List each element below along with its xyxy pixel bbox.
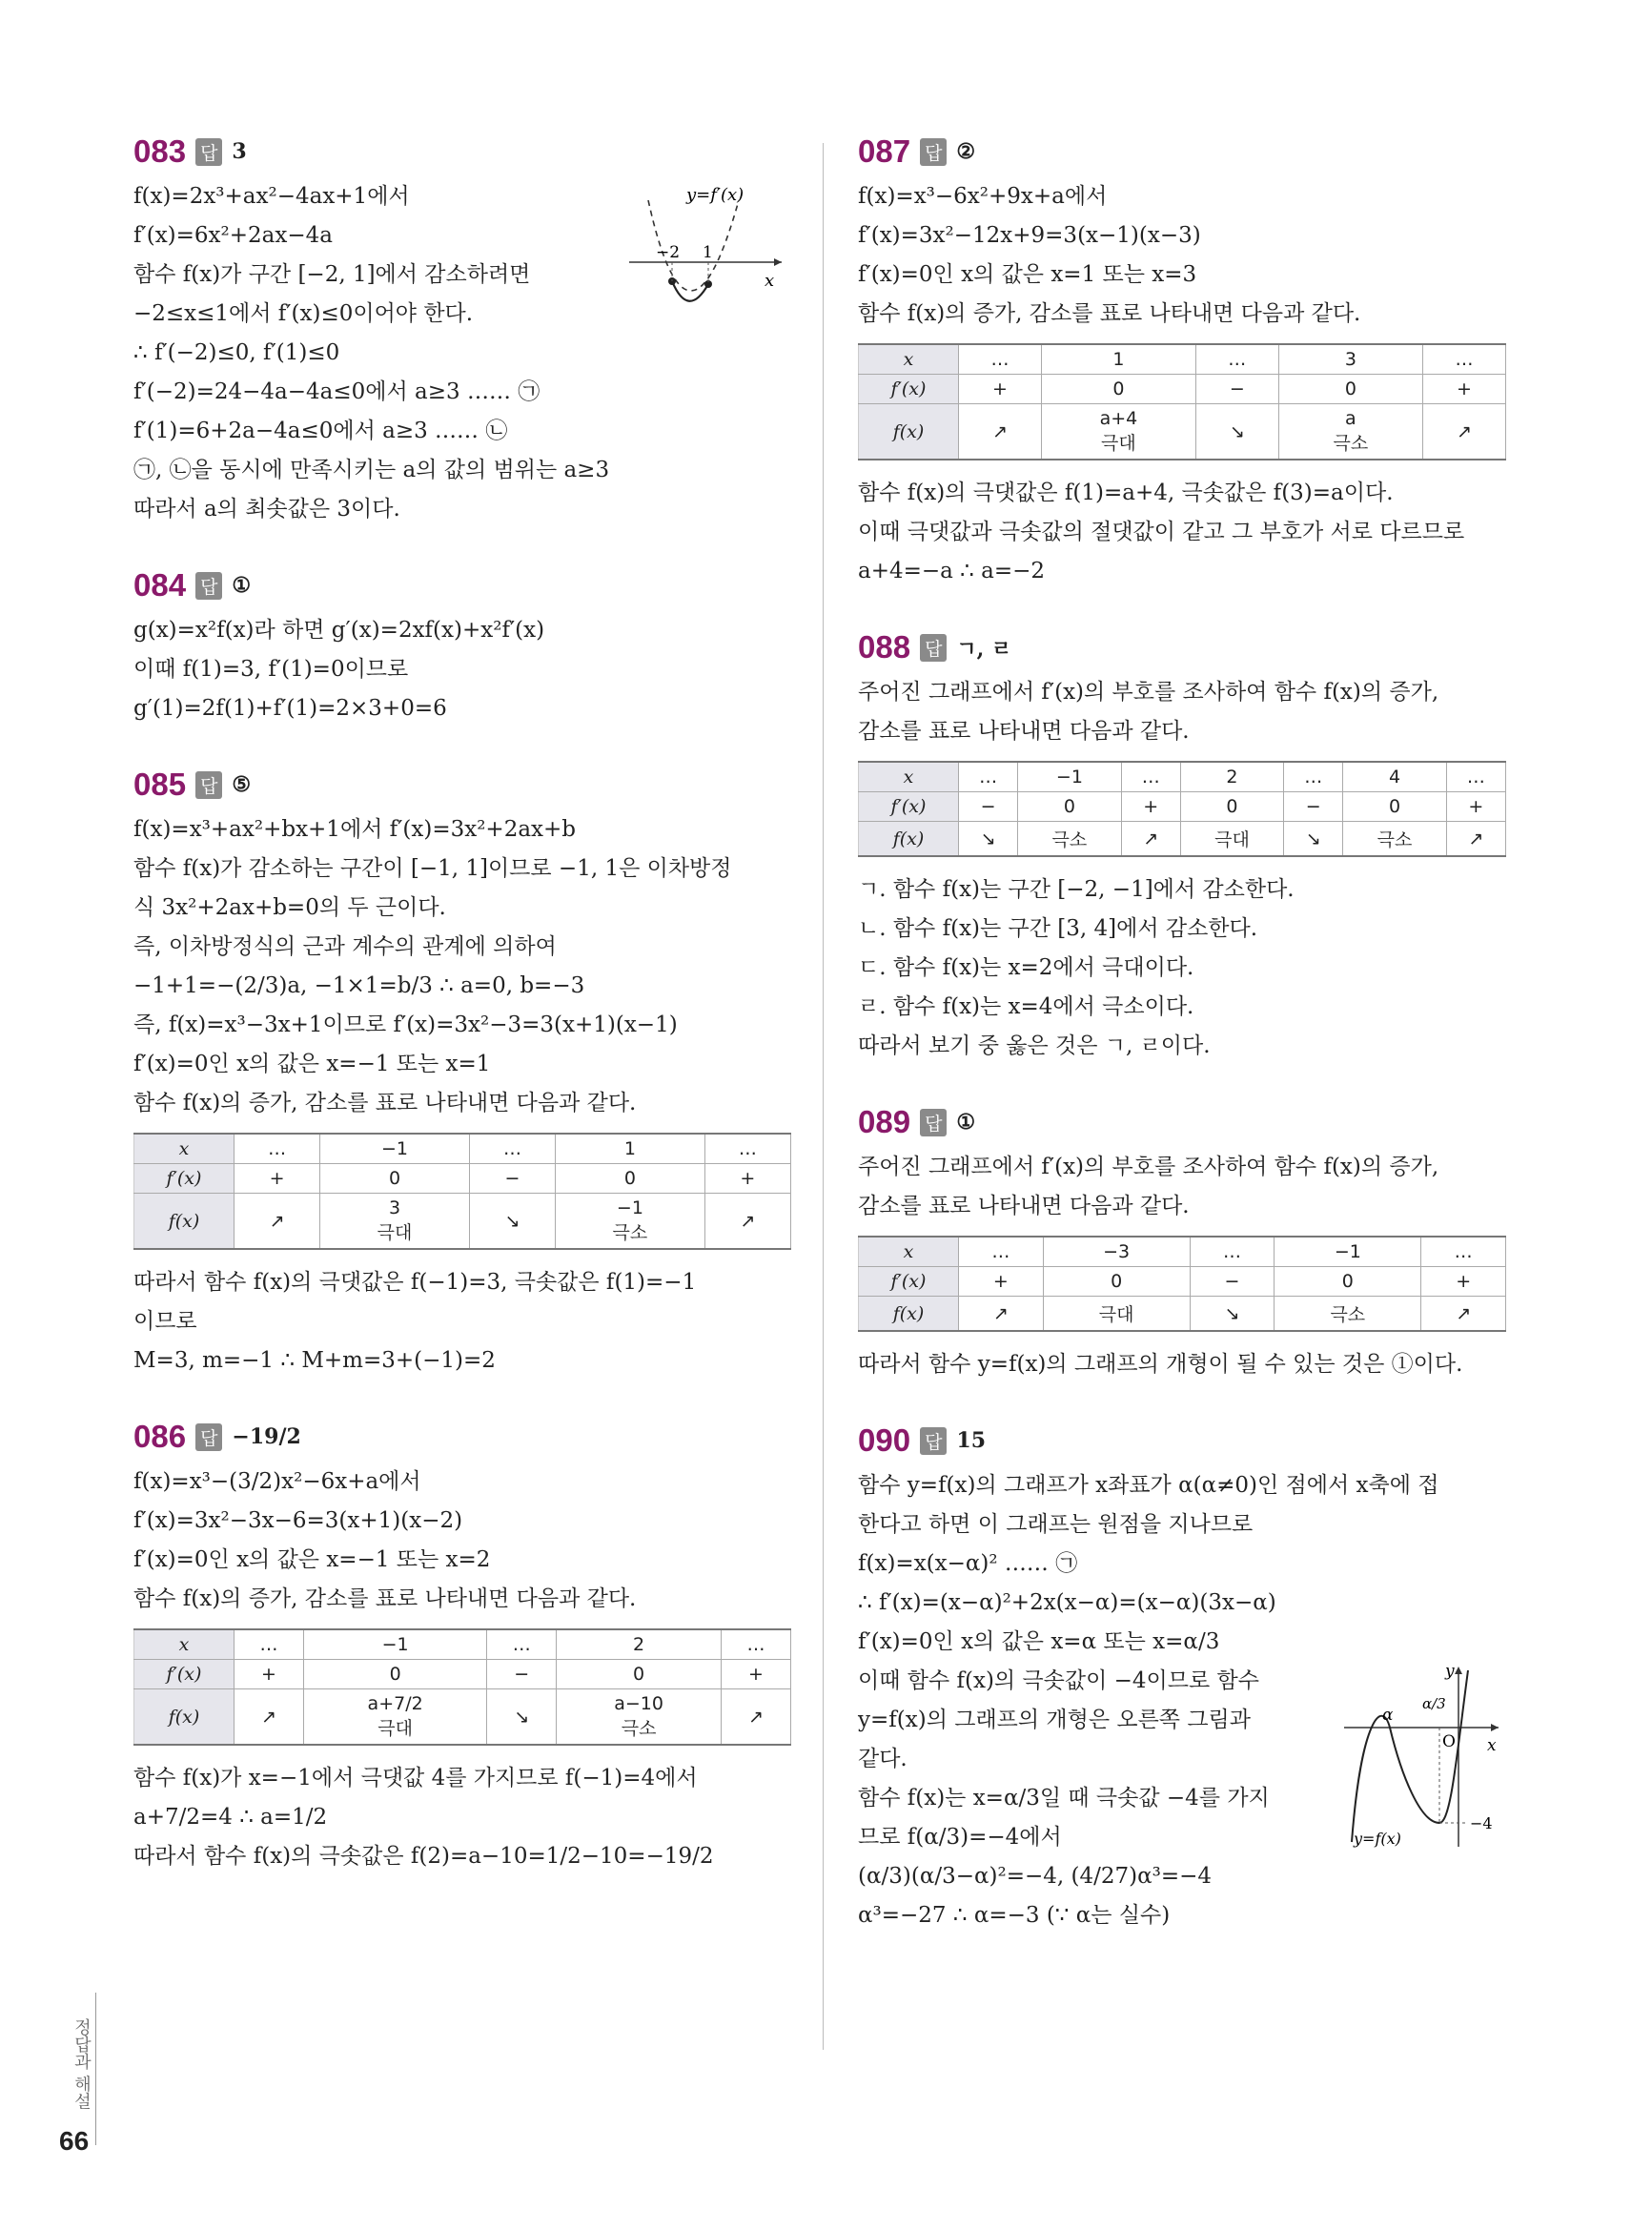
problem-number: 089 <box>858 1104 911 1139</box>
solution-line: f(x)=x³−6x²+9x+a에서 <box>858 184 1108 209</box>
solution-line: ∴ f′(−2)≤0, f′(1)≤0 <box>133 340 340 365</box>
solution-line: ㄹ. 함수 f(x)는 x=4에서 극소이다. <box>858 994 1194 1019</box>
table-row <box>134 1134 791 1164</box>
table-cell-text: 3 <box>388 1197 401 1218</box>
table-cell <box>320 1194 470 1250</box>
solution-line: (α/3)(α/3−α)²=−4, (4/27)α³=−4 <box>858 1864 1213 1889</box>
table-row-header: x <box>134 1629 235 1660</box>
answer-tag: 답 <box>920 1427 947 1455</box>
answer-value: 3 <box>232 139 247 164</box>
solution-line: 함수 f(x)의 증가, 감소를 표로 나타내면 다음과 같다. <box>858 301 1361 326</box>
minus-4-label: −4 <box>1470 1814 1493 1832</box>
table-cell: + <box>235 1660 304 1689</box>
table-cell <box>1278 404 1422 460</box>
solution-line: 같다. <box>858 1747 908 1771</box>
table-cell: … <box>1284 762 1343 792</box>
x-axis-label: x <box>765 271 775 291</box>
page-number: 66 <box>59 2126 90 2156</box>
problem-090 <box>858 1422 1506 1935</box>
table-cell: 0 <box>320 1164 470 1194</box>
table-cell: ↗ <box>704 1194 790 1250</box>
solution-line: 함수 f(x)가 구간 [−2, 1]에서 감소하려면 <box>133 262 531 287</box>
solution-line: 함수 f(x)가 감소하는 구간이 [−1, 1]이므로 −1, 1은 이차방정 <box>133 856 732 881</box>
table-cell: … <box>959 1237 1044 1267</box>
solution-line: 이때 f(1)=3, f′(1)=0이므로 <box>133 657 409 682</box>
table-cell: ↗ <box>1422 404 1505 460</box>
table-cell: 1 <box>556 1134 705 1164</box>
table-cell: − <box>959 792 1018 822</box>
table-cell: ↗ <box>959 1297 1044 1332</box>
table-cell: 3 <box>1278 344 1422 375</box>
solution-line: ∴ f′(x)=(x−α)²+2x(x−α)=(x−α)(3x−α) <box>858 1590 1276 1615</box>
increase-decrease-table <box>858 343 1506 460</box>
problem-number: 085 <box>133 767 187 802</box>
table-row <box>859 375 1506 404</box>
table-cell: 0 <box>556 1164 705 1194</box>
table-cell: 0 <box>557 1660 722 1689</box>
alpha-label: α <box>1382 1706 1394 1725</box>
solution-line: f′(x)=0인 x의 값은 x=α 또는 x=α/3 <box>858 1629 1220 1654</box>
table-cell: ↗ <box>1446 822 1505 857</box>
answer-tag: 답 <box>920 634 947 662</box>
table-row-header: f(x) <box>859 822 959 857</box>
solution-line: 따라서 함수 f(x)의 극솟값은 f(2)=a−10=1/2−10=−19/2 <box>133 1844 714 1869</box>
table-cell: ↘ <box>487 1689 557 1746</box>
table-cell: + <box>235 1164 320 1194</box>
solution-line: 이때 함수 f(x)의 극솟값이 −4이므로 함수 <box>858 1668 1259 1693</box>
table-row <box>134 1164 791 1194</box>
table-cell: ↗ <box>959 404 1042 460</box>
table-cell: 0 <box>304 1660 487 1689</box>
origin-label: O <box>1442 1732 1456 1751</box>
table-cell: … <box>959 762 1018 792</box>
problem-number: 083 <box>133 133 187 169</box>
table-cell: 0 <box>1018 792 1121 822</box>
solution-line: 함수 f(x)의 극댓값은 f(1)=a+4, 극솟값은 f(3)=a이다. <box>858 481 1394 505</box>
table-cell: … <box>1195 344 1278 375</box>
answer-value: ⑤ <box>232 772 252 797</box>
answer-value: 15 <box>956 1428 987 1453</box>
column-divider <box>823 143 824 2050</box>
solution-line: 한다고 하면 이 그래프는 원점을 지나므로 <box>858 1512 1254 1537</box>
table-cell: ↘ <box>959 822 1018 857</box>
table-cell: ↘ <box>1284 822 1343 857</box>
table-cell-text: a+4 <box>1099 408 1138 429</box>
table-cell: − <box>1190 1267 1275 1297</box>
tick-label: 1 <box>703 243 713 262</box>
solution-line: a+4=−a ∴ a=−2 <box>858 559 1046 583</box>
increase-decrease-table <box>858 761 1506 857</box>
table-cell-text: 극소 <box>621 1718 657 1739</box>
solution-line: 함수 f(x)가 x=−1에서 극댓값 4를 가지므로 f(−1)=4에서 <box>133 1766 698 1790</box>
table-row-header: f(x) <box>134 1194 235 1250</box>
solution-line: −1+1=−(2/3)a, −1×1=b/3 ∴ a=0, b=−3 <box>133 973 585 998</box>
solution-line: f(x)=x³+ax²+bx+1에서 f′(x)=3x²+2ax+b <box>133 817 577 842</box>
answer-tag: 답 <box>195 572 222 600</box>
table-cell: + <box>704 1164 790 1194</box>
increase-decrease-table <box>133 1628 791 1746</box>
table-cell: 2 <box>1180 762 1283 792</box>
table-cell: 0 <box>1275 1267 1421 1297</box>
table-cell: 극대 <box>1043 1297 1190 1332</box>
solution-line: ㄴ. 함수 f(x)는 구간 [3, 4]에서 감소한다. <box>858 916 1258 941</box>
table-cell: + <box>1422 375 1505 404</box>
problem-083 <box>133 133 791 529</box>
table-cell: + <box>1421 1267 1506 1297</box>
table-cell-text: a−10 <box>614 1693 663 1714</box>
answer-value: ㄱ, ㄹ <box>956 636 1012 662</box>
table-cell: −1 <box>320 1134 470 1164</box>
problem-088 <box>858 629 1506 1066</box>
answer-value: ① <box>232 573 252 598</box>
table-cell <box>1041 404 1195 460</box>
table-cell-text: 극소 <box>612 1222 648 1243</box>
side-rule <box>95 1993 96 2145</box>
solution-line: 함수 f(x)의 증가, 감소를 표로 나타내면 다음과 같다. <box>133 1586 637 1611</box>
table-row <box>859 822 1506 857</box>
problem-number: 090 <box>858 1422 911 1458</box>
solution-line: 감소를 표로 나타내면 다음과 같다. <box>858 1194 1190 1218</box>
table-cell: 0 <box>1180 792 1283 822</box>
answer-tag: 답 <box>195 1423 222 1451</box>
table-row <box>859 344 1506 375</box>
table-cell: … <box>1421 1237 1506 1267</box>
table-cell <box>556 1194 705 1250</box>
table-cell: … <box>235 1629 304 1660</box>
table-row-header: f′(x) <box>859 792 959 822</box>
table-row-header: x <box>859 344 959 375</box>
table-cell: −1 <box>1275 1237 1421 1267</box>
left-column <box>133 133 791 1914</box>
solution-line: ㄱ. 함수 f(x)는 구간 [−2, −1]에서 감소한다. <box>858 877 1295 902</box>
solution-line: 따라서 함수 f(x)의 극댓값은 f(−1)=3, 극솟값은 f(1)=−1 <box>133 1270 697 1295</box>
table-cell: 2 <box>557 1629 722 1660</box>
cubic-curve <box>1352 1670 1468 1842</box>
solution-line: 함수 f(x)의 증가, 감소를 표로 나타내면 다음과 같다. <box>133 1091 637 1115</box>
problem-087 <box>858 133 1506 591</box>
function-label: y=f(x) <box>1354 1830 1401 1848</box>
solution-line: 식 3x²+2ax+b=0의 두 근이다. <box>133 895 446 920</box>
table-cell: … <box>721 1629 790 1660</box>
solution-line: 므로 f(α/3)=−4에서 <box>858 1825 1062 1850</box>
solution-line: g′(1)=2f(1)+f′(1)=2×3+0=6 <box>133 696 447 721</box>
table-cell: 0 <box>1041 375 1195 404</box>
table-cell-text: 극대 <box>377 1222 413 1243</box>
solution-line: 따라서 a의 최솟값은 3이다. <box>133 497 400 522</box>
problem-number: 084 <box>133 567 187 603</box>
solution-line: 이때 극댓값과 극솟값의 절댓값이 같고 그 부호가 서로 다르므로 <box>858 520 1465 544</box>
table-cell: … <box>1446 762 1505 792</box>
table-row <box>859 1297 1506 1332</box>
table-cell <box>557 1689 722 1746</box>
table-cell: − <box>469 1164 555 1194</box>
table-row <box>859 404 1506 460</box>
problem-089 <box>858 1104 1506 1384</box>
table-row-header: x <box>859 1237 959 1267</box>
table-row-header: f′(x) <box>134 1164 235 1194</box>
table-cell-text: 극소 <box>1333 433 1369 454</box>
table-cell: −3 <box>1043 1237 1190 1267</box>
table-cell-text: −1 <box>616 1197 643 1218</box>
problem-number: 087 <box>858 133 911 169</box>
table-cell: 0 <box>1278 375 1422 404</box>
solution-line: f′(x)=0인 x의 값은 x=−1 또는 x=1 <box>133 1052 491 1076</box>
table-cell: + <box>959 375 1042 404</box>
table-row <box>134 1660 791 1689</box>
table-cell: + <box>1446 792 1505 822</box>
table-cell: − <box>1195 375 1278 404</box>
answer-value: ② <box>956 139 976 164</box>
solution-line: f′(−2)=24−4a−4a≤0에서 a≥3 …… ㉠ <box>133 379 540 404</box>
table-cell: 극대 <box>1180 822 1283 857</box>
solution-line: f′(1)=6+2a−4a≤0에서 a≥3 …… ㉡ <box>133 419 508 443</box>
table-cell: … <box>704 1134 790 1164</box>
increase-decrease-table <box>133 1133 791 1250</box>
right-column <box>858 133 1506 1974</box>
table-cell-text: 극대 <box>1101 433 1136 454</box>
table-cell: … <box>959 344 1042 375</box>
table-cell: 극소 <box>1018 822 1121 857</box>
problem-number: 086 <box>133 1419 187 1454</box>
x-axis-label: x <box>1487 1736 1497 1755</box>
solution-line: 즉, 이차방정식의 근과 계수의 관계에 의하여 <box>133 934 557 959</box>
problem-084 <box>133 567 791 728</box>
alpha-third-label: α/3 <box>1422 1695 1446 1712</box>
table-cell: + <box>959 1267 1044 1297</box>
table-cell <box>304 1689 487 1746</box>
problem-number: 088 <box>858 629 911 665</box>
solution-line: f(x)=x³−(3/2)x²−6x+a에서 <box>133 1469 421 1494</box>
table-cell: − <box>1284 792 1343 822</box>
tick-label: −2 <box>656 243 681 262</box>
solution-line: 즉, f(x)=x³−3x+1이므로 f′(x)=3x²−3=3(x+1)(x−1) <box>133 1013 678 1037</box>
table-cell: ↗ <box>721 1689 790 1746</box>
table-cell: … <box>1422 344 1505 375</box>
x-axis-arrow <box>774 258 782 266</box>
problem-085 <box>133 767 791 1381</box>
y-axis-arrow <box>1455 1667 1462 1674</box>
table-cell-text: a <box>1345 408 1356 429</box>
table-cell: ↗ <box>1421 1297 1506 1332</box>
solution-line: g(x)=x²f(x)라 하면 g′(x)=2xf(x)+x²f′(x) <box>133 618 545 643</box>
derivative-parabola-graph <box>629 181 791 324</box>
solution-line: −2≤x≤1에서 f′(x)≤0이어야 한다. <box>133 301 474 326</box>
solution-line: f′(x)=0인 x의 값은 x=1 또는 x=3 <box>858 262 1197 287</box>
solution-line: 주어진 그래프에서 f′(x)의 부호를 조사하여 함수 f(x)의 증가, <box>858 680 1439 705</box>
answer-tag: 답 <box>920 1109 947 1136</box>
answer-value: ① <box>956 1110 976 1135</box>
answer-tag: 답 <box>920 138 947 166</box>
table-cell: 극소 <box>1343 822 1446 857</box>
solution-line: f′(x)=0인 x의 값은 x=−1 또는 x=2 <box>133 1547 491 1572</box>
table-row <box>859 1267 1506 1297</box>
table-cell: ↗ <box>235 1194 320 1250</box>
solution-line: f(x)=x(x−α)² …… ㉠ <box>858 1551 1078 1576</box>
table-cell: 0 <box>1343 792 1446 822</box>
table-cell: + <box>721 1660 790 1689</box>
answer-tag: 답 <box>195 771 222 799</box>
solution-line: f′(x)=6x²+2ax−4a <box>133 223 333 248</box>
y-axis-label: y <box>1445 1662 1455 1681</box>
answer-value: −19/2 <box>232 1424 301 1449</box>
solution-line: f′(x)=3x²−3x−6=3(x+1)(x−2) <box>133 1508 463 1533</box>
increase-decrease-table <box>858 1236 1506 1332</box>
table-cell: ↗ <box>235 1689 304 1746</box>
table-cell-text: a+7/2 <box>367 1693 423 1714</box>
table-row <box>134 1689 791 1746</box>
table-row-header: f(x) <box>134 1689 235 1746</box>
table-cell: + <box>1121 792 1180 822</box>
table-cell-text: 극대 <box>377 1718 413 1739</box>
graph-label: y=f′(x) <box>686 185 744 205</box>
table-row-header: f(x) <box>859 1297 959 1332</box>
table-cell: − <box>487 1660 557 1689</box>
solution-line: M=3, m=−1 ∴ M+m=3+(−1)=2 <box>133 1348 496 1373</box>
solution-line: ㄷ. 함수 f(x)는 x=2에서 극대이다. <box>858 955 1194 980</box>
table-cell: ↘ <box>469 1194 555 1250</box>
table-cell: −1 <box>304 1629 487 1660</box>
side-label: 정답과 해설 <box>71 2018 92 2110</box>
table-row <box>134 1194 791 1250</box>
table-cell: −1 <box>1018 762 1121 792</box>
x-axis-arrow <box>1491 1724 1499 1731</box>
table-row <box>859 1237 1506 1267</box>
table-cell: … <box>1121 762 1180 792</box>
table-cell: ↘ <box>1195 404 1278 460</box>
table-cell: 0 <box>1043 1267 1190 1297</box>
table-row-header: f(x) <box>859 404 959 460</box>
table-row-header: x <box>859 762 959 792</box>
table-row <box>134 1629 791 1660</box>
answer-tag: 답 <box>195 138 222 166</box>
solution-line: a+7/2=4 ∴ a=1/2 <box>133 1805 328 1830</box>
solution-line: α³=−27 ∴ α=−3 (∵ α는 실수) <box>858 1903 1171 1928</box>
table-cell: … <box>235 1134 320 1164</box>
solution-line: 따라서 보기 중 옳은 것은 ㄱ, ㄹ이다. <box>858 1033 1211 1058</box>
solution-line: 주어진 그래프에서 f′(x)의 부호를 조사하여 함수 f(x)의 증가, <box>858 1155 1439 1179</box>
table-cell: … <box>469 1134 555 1164</box>
table-cell: ↘ <box>1190 1297 1275 1332</box>
solution-line: 따라서 함수 y=f(x)의 그래프의 개형이 될 수 있는 것은 ①이다. <box>858 1352 1463 1377</box>
problem-086 <box>133 1419 791 1876</box>
table-cell: … <box>1190 1237 1275 1267</box>
solution-line: ㉠, ㉡을 동시에 만족시키는 a의 값의 범위는 a≥3 <box>133 458 610 482</box>
solution-line: 감소를 표로 나타내면 다음과 같다. <box>858 719 1190 744</box>
table-row-header: f′(x) <box>859 1267 959 1297</box>
table-row-header: f′(x) <box>134 1660 235 1689</box>
table-cell: 극소 <box>1275 1297 1421 1332</box>
solution-line: 이므로 <box>133 1309 197 1334</box>
solution-line: y=f(x)의 그래프의 개형은 오른쪽 그림과 <box>858 1708 1251 1732</box>
table-row <box>859 792 1506 822</box>
table-row-header: x <box>134 1134 235 1164</box>
cubic-graph <box>1335 1661 1506 1852</box>
solution-line: f(x)=2x³+ax²−4ax+1에서 <box>133 184 410 209</box>
table-row-header: f′(x) <box>859 375 959 404</box>
solution-line: 함수 f(x)는 x=α/3일 때 극솟값 −4를 가지 <box>858 1786 1270 1811</box>
table-cell: ↗ <box>1121 822 1180 857</box>
table-cell: 1 <box>1041 344 1195 375</box>
table-row <box>859 762 1506 792</box>
table-cell: … <box>487 1629 557 1660</box>
solution-line: f′(x)=3x²−12x+9=3(x−1)(x−3) <box>858 223 1201 248</box>
table-cell: 4 <box>1343 762 1446 792</box>
solution-line: 함수 y=f(x)의 그래프가 x좌표가 α(α≠0)인 점에서 x축에 접 <box>858 1473 1439 1498</box>
